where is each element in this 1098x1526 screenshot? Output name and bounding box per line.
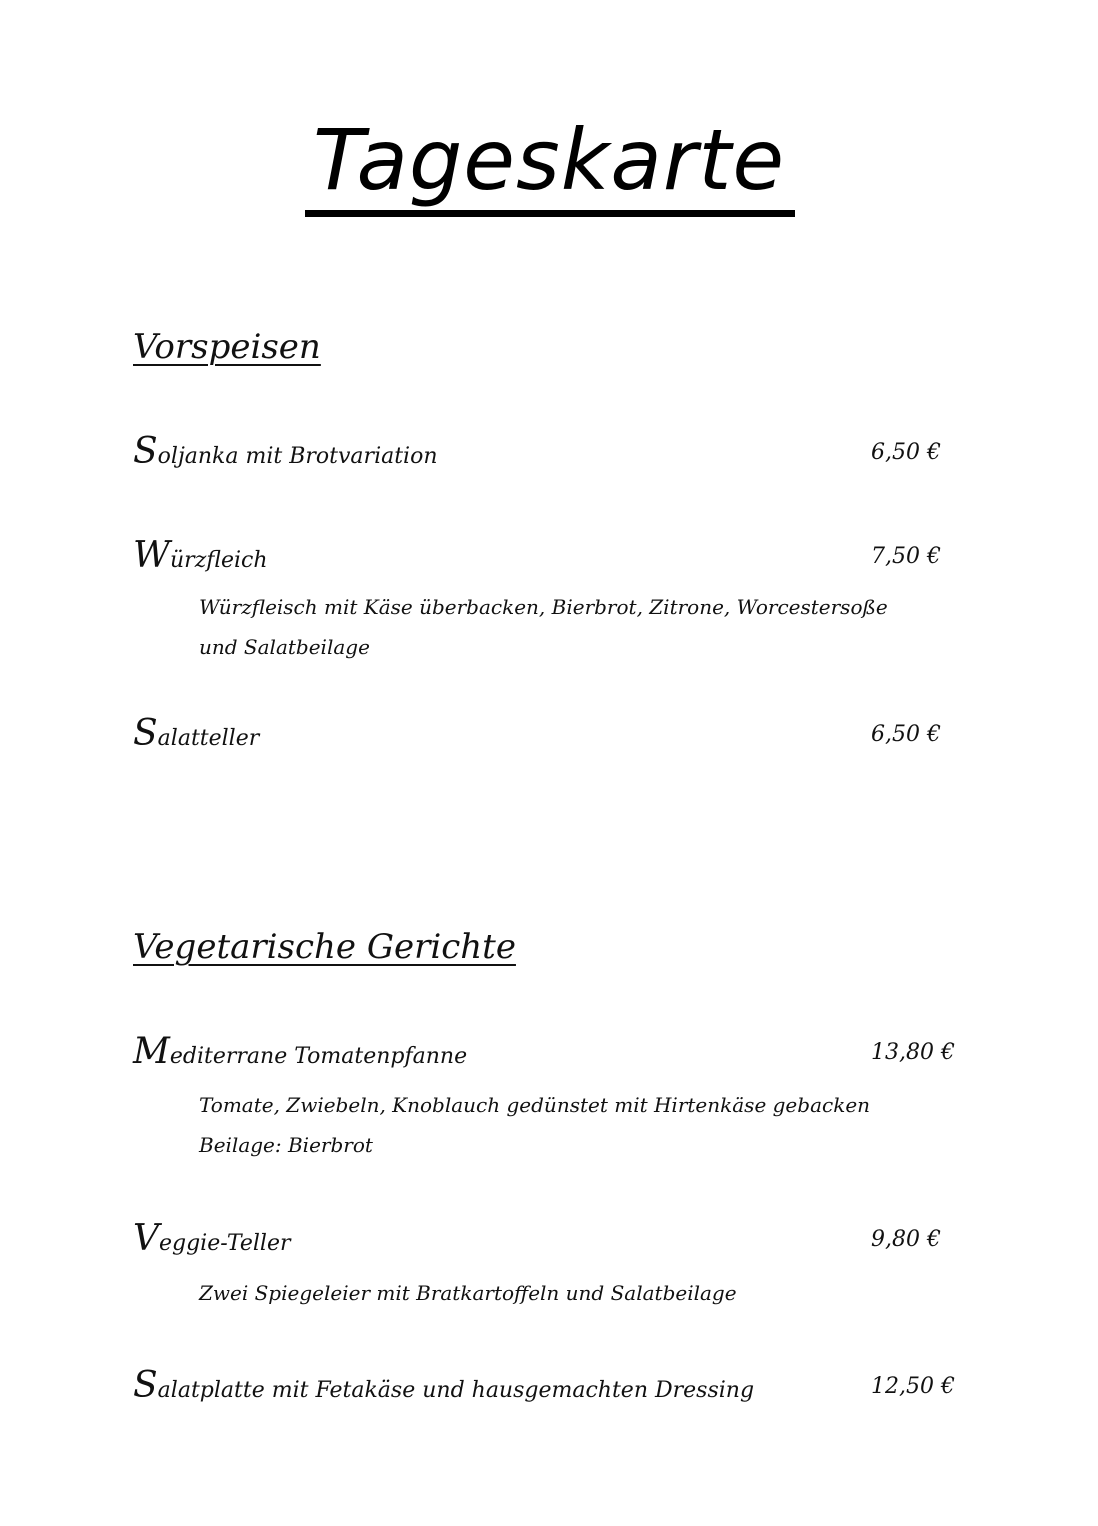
description-line: Würzfleisch mit Käse überbacken, Bierbrot, Zitrone, Worcestersoße bbox=[199, 595, 888, 619]
description-line: Beilage: Bierbrot bbox=[199, 1133, 373, 1157]
item-initial: S bbox=[133, 431, 158, 472]
item-initial: V bbox=[133, 1218, 159, 1259]
menu-item-price: 13,80 € bbox=[871, 1040, 955, 1065]
section-heading-vorspeisen: Vorspeisen bbox=[133, 327, 321, 367]
item-name-rest: eggie-Teller bbox=[159, 1231, 291, 1256]
menu-item-name bbox=[133, 431, 438, 472]
description-line: Zwei Spiegeleier mit Bratkartoffeln und Salatbeilage bbox=[199, 1281, 737, 1305]
item-initial: W bbox=[133, 535, 171, 576]
menu-item-price: 12,50 € bbox=[871, 1374, 955, 1399]
menu-item-description bbox=[199, 1085, 870, 1165]
description-line: und Salatbeilage bbox=[199, 635, 370, 659]
item-initial: M bbox=[133, 1031, 170, 1072]
item-name-rest: editerrane Tomatenpfanne bbox=[169, 1044, 468, 1069]
description-line: Tomate, Zwiebeln, Knoblauch gedünstet mit Hirtenkäse gebacken bbox=[199, 1093, 871, 1117]
menu-item-description bbox=[199, 1273, 737, 1313]
page-title: Tageskarte bbox=[313, 111, 785, 209]
item-initial: S bbox=[133, 713, 158, 754]
item-name-rest: ürzfleich bbox=[170, 548, 268, 573]
menu-item-price: 6,50 € bbox=[871, 722, 941, 747]
title-underline bbox=[305, 210, 795, 217]
item-name-rest: oljanka mit Brotvariation bbox=[157, 444, 438, 469]
item-initial: S bbox=[133, 1365, 158, 1406]
section-heading-vegetarische-gerichte: Vegetarische Gerichte bbox=[133, 927, 516, 967]
menu-item-name bbox=[133, 1031, 468, 1072]
menu-item-name bbox=[133, 1218, 291, 1259]
menu-item-price: 6,50 € bbox=[871, 440, 941, 465]
menu-item-name bbox=[133, 535, 268, 576]
item-name-rest: alatteller bbox=[157, 726, 260, 751]
menu-item-name bbox=[133, 713, 260, 754]
menu-item-price: 9,80 € bbox=[871, 1227, 941, 1252]
menu-item-name bbox=[133, 1365, 755, 1406]
item-name-rest: alatplatte mit Fetakäse und hausgemachten Dressing bbox=[157, 1378, 755, 1403]
menu-item-price: 7,50 € bbox=[871, 544, 941, 569]
menu-item-description bbox=[199, 587, 888, 667]
